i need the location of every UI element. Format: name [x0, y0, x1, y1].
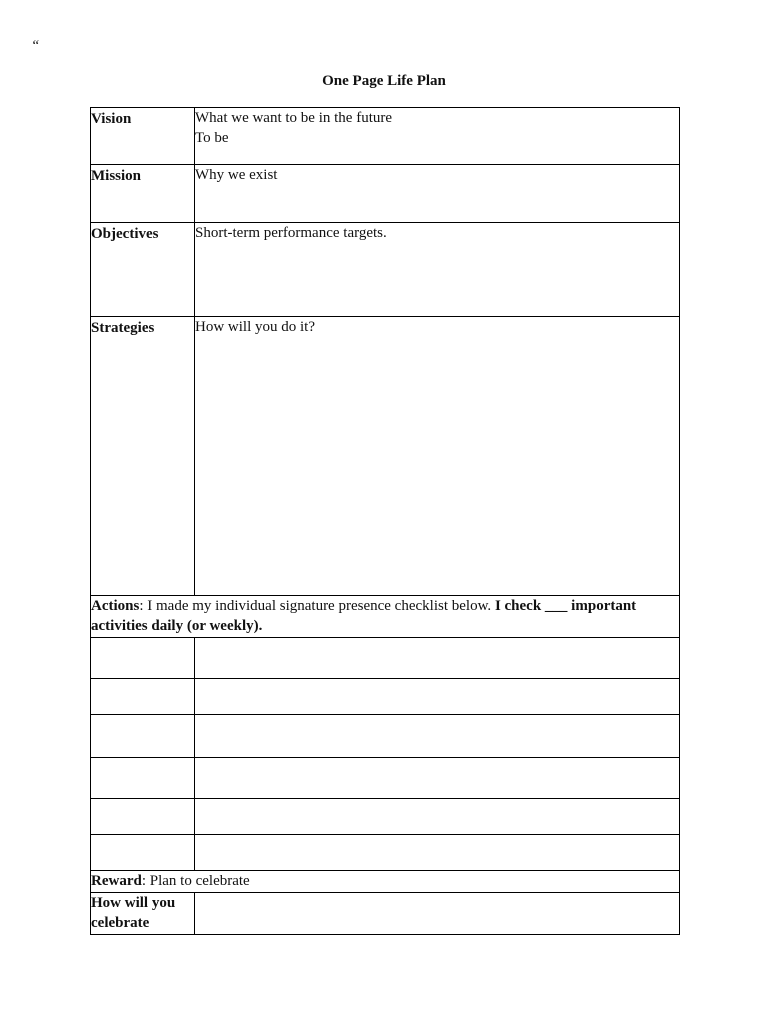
checklist-row	[91, 758, 680, 799]
strategies-content-cell[interactable]	[195, 317, 680, 596]
page-title: One Page Life Plan	[322, 73, 446, 89]
checklist-row	[91, 638, 680, 679]
checklist-item-cell[interactable]	[91, 835, 195, 871]
checklist-activity-cell[interactable]	[195, 835, 680, 871]
checklist-item-cell[interactable]	[91, 679, 195, 715]
checklist-item-cell[interactable]	[91, 799, 195, 835]
checklist-row	[91, 679, 680, 715]
quote-mark: “	[31, 38, 40, 54]
vision-content-cell[interactable]	[195, 108, 680, 165]
mission-description: Why we exist	[195, 167, 278, 183]
checklist-item-cell[interactable]	[91, 715, 195, 758]
objectives-description: Short-term performance targets.	[195, 225, 387, 241]
objectives-content-cell[interactable]	[195, 223, 680, 317]
checklist-row	[91, 715, 680, 758]
checklist-activity-cell[interactable]	[195, 758, 680, 799]
celebrate-question-line2: celebrate	[91, 915, 150, 931]
actions-row	[91, 596, 680, 638]
mission-row	[91, 165, 680, 223]
checklist-activity-cell[interactable]	[195, 638, 680, 679]
strategies-row	[91, 317, 680, 596]
objectives-row	[91, 223, 680, 317]
checklist-activity-cell[interactable]	[195, 715, 680, 758]
mission-label-cell	[91, 165, 195, 223]
reward-text: : Plan to celebrate	[141, 873, 250, 889]
strategies-description: How will you do it?	[195, 319, 315, 335]
checklist-activity-cell[interactable]	[195, 799, 680, 835]
mission-content-cell[interactable]	[195, 165, 680, 223]
objectives-label-cell	[91, 223, 195, 317]
vision-subtext: To be	[195, 130, 229, 146]
life-plan-table	[90, 107, 680, 935]
strategies-label: Strategies	[91, 320, 155, 336]
reward-label: Reward	[91, 873, 142, 889]
vision-row	[91, 108, 680, 165]
celebrate-question-cell	[91, 893, 195, 935]
checklist-activity-cell[interactable]	[195, 679, 680, 715]
vision-label-cell	[91, 108, 195, 165]
actions-text: : I made my individual signature presence checklist below.	[139, 598, 495, 614]
checklist-row	[91, 835, 680, 871]
celebrate-answer-cell[interactable]	[195, 893, 680, 935]
actions-label: Actions	[91, 598, 140, 614]
strategies-label-cell	[91, 317, 195, 596]
checklist-item-cell[interactable]	[91, 758, 195, 799]
celebrate-question-line1: How will you	[91, 895, 176, 911]
vision-description: What we want to be in the future	[195, 110, 393, 126]
checklist-row	[91, 799, 680, 835]
vision-label: Vision	[91, 111, 132, 127]
reward-cell	[91, 871, 680, 893]
objectives-label: Objectives	[91, 226, 159, 242]
mission-label: Mission	[91, 168, 142, 184]
actions-cell	[91, 596, 680, 638]
reward-row	[91, 871, 680, 893]
checklist-item-cell[interactable]	[91, 638, 195, 679]
celebrate-row	[91, 893, 680, 935]
actions-bold-text: I check ___ important activities daily (or weekly).	[91, 598, 637, 634]
